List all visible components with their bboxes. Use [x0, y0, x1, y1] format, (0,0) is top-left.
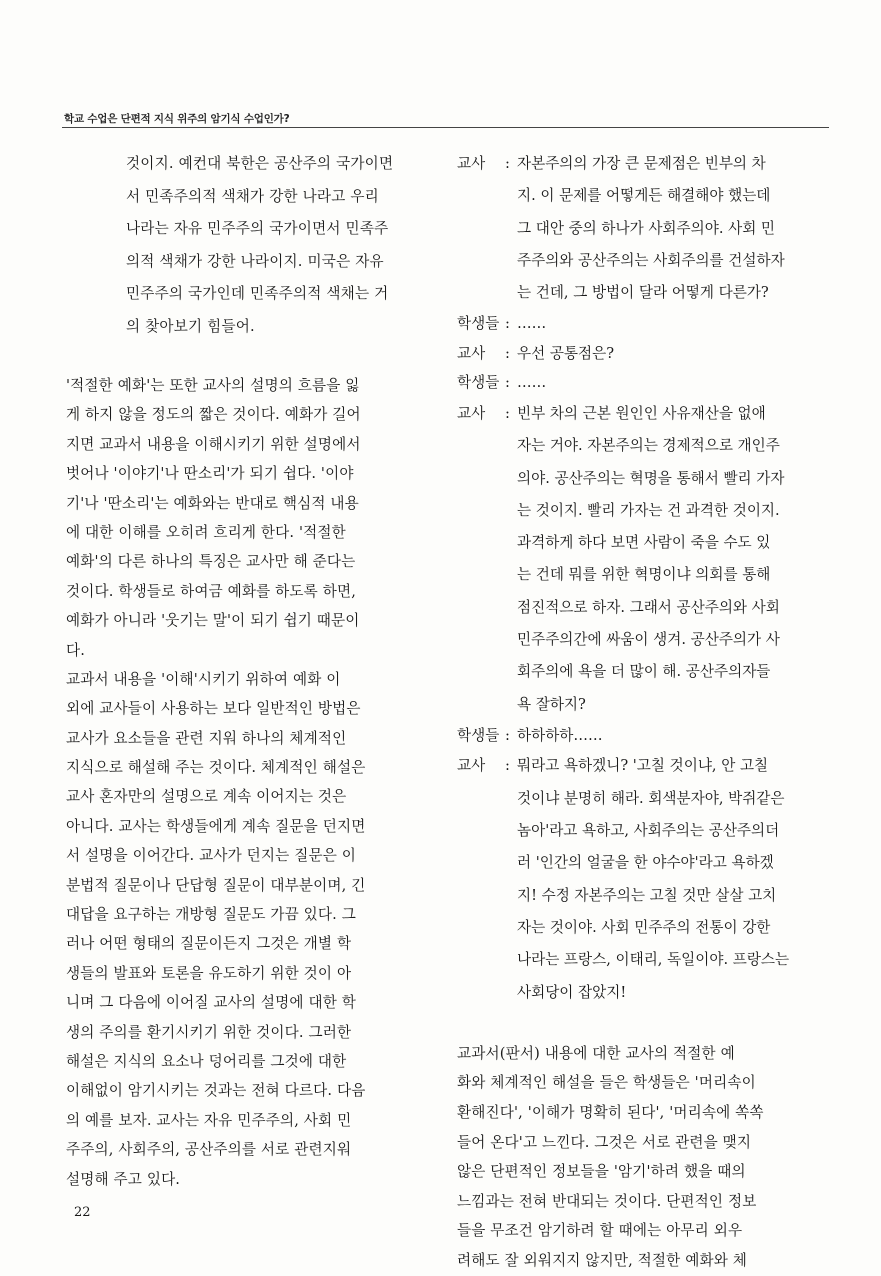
text-line: 니며 그 다음에 이어질 교사의 설명에 대한 학: [66, 994, 356, 1012]
text-line: 민주주의 국가인데 민족주의적 색채는 거: [126, 285, 389, 302]
text-line: 교사가 요소들을 관련 지워 하나의 체계적인: [66, 729, 347, 747]
dialogue-text: 그 대안 중의 하나가 사회주의야. 사회 민: [517, 219, 776, 237]
dialogue-turn: [457, 750, 797, 782]
dialogue-text: 자는 거야. 자본주의는 경제적으로 개인주: [517, 437, 780, 455]
speaker-separator: :: [505, 404, 510, 422]
dialogue-text: 민주주의간에 싸움이 생겨. 공산주의가 사: [517, 631, 780, 649]
dialogue-text: 우선 공통점은?: [517, 344, 615, 362]
text-line: 러나 어떤 형태의 질문이든지 그것은 개별 학: [66, 935, 352, 953]
dialogue-turn: [457, 148, 797, 180]
text-line: 교과서(판서) 내용에 대한 교사의 적절한 예: [457, 1044, 735, 1062]
body-paragraph: [66, 371, 420, 665]
speaker-separator: :: [505, 374, 510, 392]
dialogue-continuation: [126, 148, 420, 343]
speaker-label: 학생들: [457, 374, 500, 392]
body-paragraph: [457, 1039, 797, 1276]
text-line: 환해진다', '이해가 명확히 된다', '머리속에 쏙쏙: [457, 1104, 764, 1122]
speaker-separator: :: [505, 344, 510, 362]
speaker-label: 교사: [457, 344, 486, 362]
speaker-label: 교사: [457, 757, 486, 775]
text-line: 지식으로 해설해 주는 것이다. 체계적인 해설은: [66, 759, 366, 777]
speaker-label: 학생들: [457, 726, 500, 744]
text-line: 것이지. 예컨대 북한은 공산주의 국가이면: [126, 155, 394, 172]
text-line: 설명해 주고 있다.: [66, 1170, 181, 1188]
dialogue-text: 과격하게 하다 보면 사람이 죽을 수도 있: [517, 534, 771, 552]
dialogue-text: 의야. 공산주의는 혁명을 통해서 빨리 가자: [517, 469, 785, 487]
dialogue-text: 놈아'라고 욕하고, 사회주의는 공산주의더: [517, 822, 780, 840]
text-line: 에 대한 이해를 오히려 흐리게 한다. '적절한: [66, 523, 346, 541]
text-line: 주주의, 사회주의, 공산주의를 서로 관련지워: [66, 1141, 352, 1159]
dialogue-text: 자는 것이야. 사회 민주주의 전통이 강한: [517, 918, 771, 936]
dialogue-text: 지! 수정 자본주의는 고칠 것만 살살 고치: [517, 886, 777, 904]
speaker-separator: :: [505, 155, 510, 172]
dialogue-text: 주주의와 공산주의는 사회주의를 건설하자: [517, 251, 785, 269]
text-line: 아니다. 교사는 학생들에게 계속 질문을 던지면: [66, 817, 366, 835]
dialogue-turn: [457, 398, 797, 430]
text-line: 외에 교사들이 사용하는 보다 일반적인 방법은: [66, 700, 361, 718]
dialogue-text: 욕 잘하지?: [517, 695, 586, 713]
text-line: 예화가 아니라 '웃기는 말'이 되기 쉽기 때문이: [66, 612, 360, 630]
page-number: 22: [74, 1205, 91, 1220]
text-line: 예화'의 다른 하나의 특징은 교사만 해 준다는: [66, 553, 356, 571]
dialogue-text: 하하하하……: [517, 726, 603, 744]
speaker-label: 교사: [457, 155, 486, 172]
dialogue-text: 나라는 프랑스, 이태리, 독일이야. 프랑스는: [517, 951, 790, 969]
text-line: '적절한 예화'는 또한 교사의 설명의 흐름을 잃: [66, 377, 360, 394]
text-line: 서 설명을 이어간다. 교사가 던지는 질문은 이: [66, 847, 356, 865]
text-line: 들을 무조건 암기하려 할 때에는 아무리 외우: [457, 1222, 743, 1240]
text-line: 생의 주의를 환기시키기 위한 것이다. 그러한: [66, 1023, 352, 1041]
body-paragraph: [66, 665, 420, 1194]
right-column: [457, 148, 797, 1276]
text-line: 서 민족주의적 색채가 강한 나라고 우리: [126, 187, 379, 205]
text-line: 화와 체계적인 해설을 들은 학생들은 '머리속이: [457, 1074, 756, 1092]
speaker-separator: :: [505, 757, 510, 775]
speaker-separator: :: [505, 315, 510, 333]
dialogue-turn: [457, 339, 797, 369]
dialogue-text: 지. 이 문제를 어떻게든 해결해야 했는데: [517, 187, 771, 205]
dialogue-text: ……: [517, 315, 547, 333]
text-line: 교과서 내용을 '이해'시키기 위하여 예화 이: [66, 670, 341, 688]
dialogue-text: 빈부 차의 근본 원인인 사유재산을 없애: [517, 404, 766, 422]
dialogue-text: ……: [517, 374, 547, 392]
text-line: 게 하지 않을 정도의 짧은 것이다. 예화가 길어: [66, 406, 361, 424]
header-rule: [62, 127, 829, 128]
text-line: 나라는 자유 민주주의 국가이면서 민족주: [126, 220, 389, 237]
text-line: 것이다. 학생들로 하여금 예화를 하도록 하면,: [66, 582, 356, 600]
text-line: 느낌과는 전혀 반대되는 것이다. 단편적인 정보: [457, 1192, 757, 1210]
text-line: 려해도 잘 외워지지 않지만, 적절한 예화와 체: [457, 1251, 747, 1269]
dialogue-text: 러 '인간의 얼굴을 한 야수야'라고 욕하겠: [517, 854, 774, 872]
dialogue-text: 회주의에 욕을 더 많이 해. 공산주의자들: [517, 663, 771, 681]
dialogue-text: 것이냐 분명히 해라. 회색분자야, 박쥐같은: [517, 789, 785, 807]
text-line: 이해없이 암기시키는 것과는 전혀 다르다. 다음: [66, 1082, 366, 1100]
text-line: 지면 교과서 내용을 이해시키기 위한 설명에서: [66, 435, 361, 453]
dialogue-text: 뭐라고 욕하겠니? '고칠 것이냐, 안 고칠: [517, 757, 769, 775]
text-line: 대답을 요구하는 개방형 질문도 가끔 있다. 그: [66, 906, 356, 924]
classroom-dialogue: [457, 148, 797, 1009]
dialogue-turn: [457, 368, 797, 398]
text-line: 해설은 지식의 요소나 덩어리를 그것에 대한: [66, 1052, 347, 1070]
running-header: 학교 수업은 단편적 지식 위주의 암기식 수업인가?: [64, 113, 290, 125]
dialogue-text: 는 것이지. 빨리 가자는 건 과격한 것이지.: [517, 501, 780, 519]
dialogue-text: 점진적으로 하자. 그래서 공산주의와 사회: [517, 598, 780, 616]
text-line: 의 찾아보기 힘들어.: [126, 317, 255, 335]
speaker-label: 교사: [457, 404, 486, 422]
text-line: 분법적 질문이나 단답형 질문이 대부분이며, 긴: [66, 876, 366, 894]
text-line: 의 예를 보자. 교사는 자유 민주주의, 사회 민: [66, 1111, 352, 1129]
text-line: 생들의 발표와 토론을 유도하기 위한 것이 아: [66, 964, 352, 982]
text-line: 벗어나 '이야기'나 딴소리'가 되기 쉽다. '이야: [66, 465, 354, 483]
text-line: 의적 색채가 강한 나라이지. 미국은 자유: [126, 252, 384, 270]
dialogue-text: 는 건데, 그 방법이 달라 어떻게 다른가?: [517, 284, 769, 302]
text-line: 들어 온다'고 느낀다. 그것은 서로 관련을 맺지: [457, 1133, 752, 1151]
dialogue-turn: [457, 721, 797, 751]
text-line: 교사 혼자만의 설명으로 계속 이어지는 것은: [66, 788, 347, 806]
dialogue-turn: [457, 309, 797, 339]
dialogue-text: 자본주의의 가장 큰 문제점은 빈부의 차: [517, 155, 766, 172]
text-line: 다.: [66, 641, 86, 659]
speaker-label: 학생들: [457, 315, 500, 333]
dialogue-text: 는 건데 뭐를 위한 혁명이냐 의회를 통해: [517, 566, 771, 584]
text-line: 기'나 '딴소리'는 예화와는 반대로 핵심적 내용: [66, 494, 359, 512]
left-column: [66, 148, 420, 1194]
text-line: 않은 단편적인 정보들을 '암기'하려 했을 때의: [457, 1163, 746, 1181]
speaker-separator: :: [505, 726, 510, 744]
dialogue-text: 사회당이 잡았지!: [517, 983, 627, 1001]
